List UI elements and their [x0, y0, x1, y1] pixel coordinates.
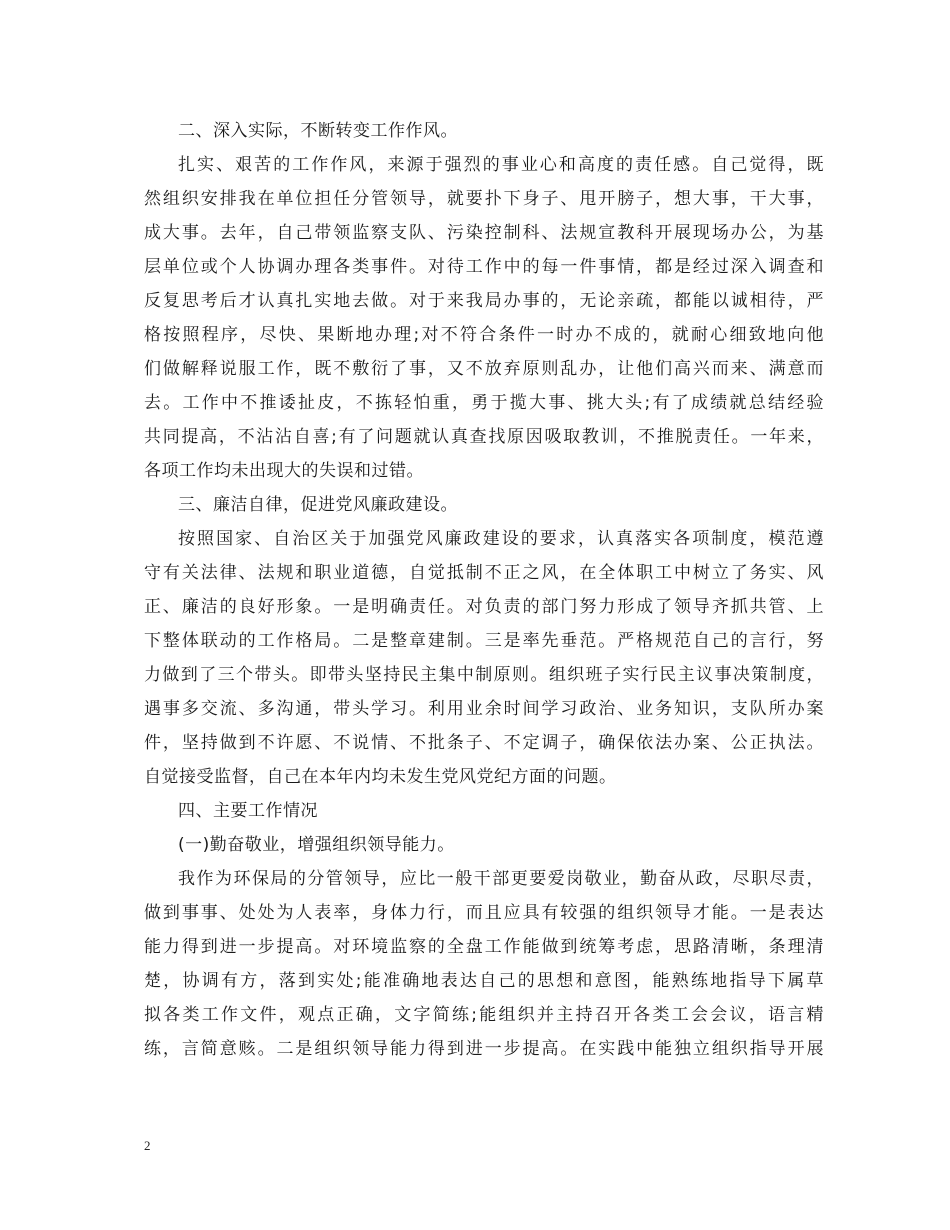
section-heading: 四、主要工作情况: [178, 801, 318, 821]
paragraph-line: 遇事多交流、多沟通，带头学习。利用业余时间学习政治、业务知识，支队所办案: [144, 699, 824, 719]
paragraph-line: 格按照程序，尽快、果断地办理;对不符合条件一时办不成的，就耐心细致地向他: [144, 325, 824, 345]
paragraph-line: 共同提高，不沾沾自喜;有了问题就认真查找原因吸取教训，不推脱责任。一年来，: [144, 427, 824, 447]
paragraph-line: 练，言简意赅。二是组织领导能力得到进一步提高。在实践中能独立组织指导开展: [144, 1039, 824, 1059]
paragraph-line: 我作为环保局的分管领导，应比一般干部更要爱岗敬业，勤奋从政，尽职尽责，: [178, 869, 824, 889]
paragraph-line: 件，坚持做到不许愿、不说情、不批条子、不定调子，确保依法办案、公正执法。: [144, 733, 824, 753]
paragraph-line: 能力得到进一步提高。对环境监察的全盘工作能做到统筹考虑，思路清晰，条理清: [144, 937, 824, 957]
paragraph-line: 楚，协调有方，落到实处;能准确地表达自己的思想和意图，能熟练地指导下属草: [144, 971, 824, 991]
section-heading: (一)勤奋敬业，增强组织领导能力。: [178, 835, 455, 855]
paragraph-line: 各项工作均未出现大的失误和过错。: [144, 461, 424, 481]
paragraph-line: 拟各类工作文件，观点正确，文字简练;能组织并主持召开各类工会会议，语言精: [144, 1005, 824, 1025]
section-heading: 三、廉洁自律，促进党风廉政建设。: [178, 495, 458, 515]
paragraph-line: 正、廉洁的良好形象。一是明确责任。对负责的部门努力形成了领导齐抓共管、上: [144, 597, 824, 617]
paragraph-line: 成大事。去年，自己带领监察支队、污染控制科、法规宣教科开展现场办公，为基: [144, 223, 824, 243]
paragraph-line: 层单位或个人协调办理各类事件。对待工作中的每一件事情，都是经过深入调查和: [144, 257, 824, 277]
paragraph-line: 自觉接受监督，自己在本年内均未发生党风党纪方面的问题。: [144, 767, 617, 787]
paragraph-line: 反复思考后才认真扎实地去做。对于来我局办事的，无论亲疏，都能以诚相待，严: [144, 291, 824, 311]
paragraph-line: 去。工作中不推诿扯皮，不拣轻怕重，勇于揽大事、挑大头;有了成绩就总结经验: [144, 393, 824, 413]
paragraph-line: 守有关法律、法规和职业道德，自觉抵制不正之风，在全体职工中树立了务实、风: [144, 563, 824, 583]
section-heading: 二、深入实际，不断转变工作作风。: [178, 121, 458, 141]
paragraph-line: 按照国家、自治区关于加强党风廉政建设的要求，认真落实各项制度，模范遵: [178, 529, 824, 549]
page-number: 2: [144, 1138, 151, 1153]
paragraph-line: 扎实、艰苦的工作作风，来源于强烈的事业心和高度的责任感。自己觉得，既: [178, 155, 824, 175]
paragraph-line: 下整体联动的工作格局。二是整章建制。三是率先垂范。严格规范自己的言行，努: [144, 631, 824, 651]
document-body: [144, 114, 824, 1066]
paragraph-line: 力做到了三个带头。即带头坚持民主集中制原则。组织班子实行民主议事决策制度，: [144, 665, 824, 685]
paragraph-line: 们做解释说服工作，既不敷衍了事，又不放弃原则乱办，让他们高兴而来、满意而: [144, 359, 824, 379]
paragraph-line: 然组织安排我在单位担任分管领导，就要扑下身子、甩开膀子，想大事，干大事，: [144, 189, 824, 209]
paragraph-line: 做到事事、处处为人表率，身体力行，而且应具有较强的组织领导才能。一是表达: [144, 903, 824, 923]
